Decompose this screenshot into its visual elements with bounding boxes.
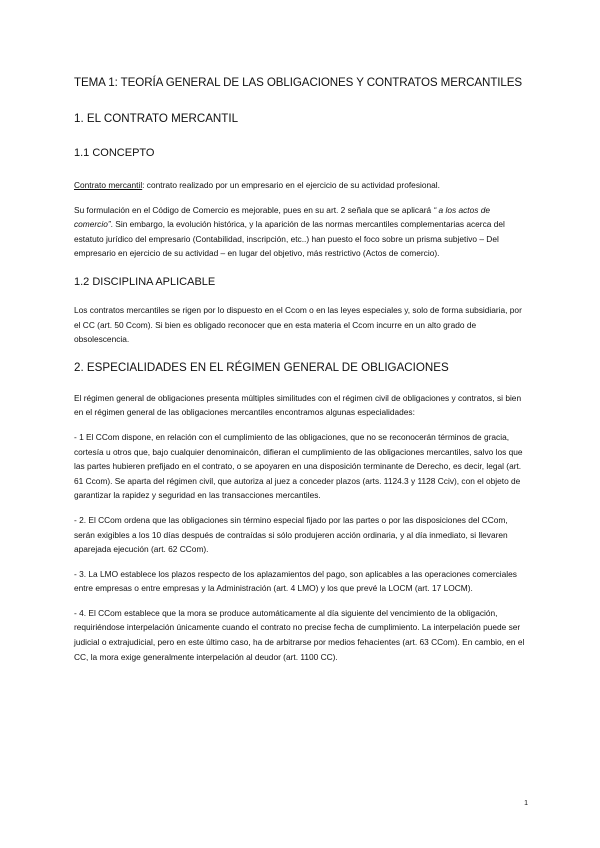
section-heading-especialidades: 2. ESPECIALIDADES EN EL RÉGIMEN GENERAL DE OBLIGACIONES bbox=[74, 360, 449, 374]
paragraph-especialidad-1: - 1 El CCom dispone, en relación con el cumplimiento de las obligaciones, que no se reconocerán términos de gracia, cortesía u otros que, bajo cualquier denominaicón, difieran el cumplimiento de las obligaciones mercantiles, salvo los que las partes hubieren prefijado en el contrato, o se apoyaren en una disposición terminante de Derecho, es decir, legal (art. 61 Ccom). Se aparta del régimen civil, que autoriza al juez a conceder plazos (arts. 1124.3 y 1128 Cciv), con el objeto de garantizar la rapidez y seguridad en las transacciones mercantiles. bbox=[74, 431, 523, 501]
paragraph-formulacion bbox=[74, 203, 526, 261]
paragraph-especialidad-4: - 4. El CCom establece que la mora se produce automáticamente al día siguiente del vencimiento de la obligación, requiriéndose interpelación únicamente cuando el contrato no precise fecha de cumplimiento. La interpelación puede ser judicial o extrajudicial, pero en este último caso, ha de arbitrarse por medios fehacientes (art. 63 CCom). En cambio, en el CC, la mora exige generalmente interpelación al deudor (art. 1100 CC). bbox=[74, 607, 525, 662]
page-number: 1 bbox=[524, 800, 528, 807]
subsection-heading-disciplina: 1.2 DISCIPLINA APLICABLE bbox=[74, 275, 216, 288]
paragraph-especialidad-2: - 2. El CCom ordena que las obligaciones sin término especial fijado por las partes o por las disposiciones del CCom, serán exigibles a los 10 días después de contraídas si sólo produjeren acción ordinaria, y al día inmediato, si llevaren aparejada ejecución (art. 62 CCom). bbox=[74, 514, 508, 555]
section-heading-contrato-mercantil: 1. EL CONTRATO MERCANTIL bbox=[74, 112, 239, 125]
formulacion-quote: “ a los actos de comercio” bbox=[74, 204, 491, 230]
definition-text: : contrato realizado por un empresario en el ejercicio de su actividad profesional. bbox=[142, 180, 440, 190]
subsection-heading-concepto: 1.1 CONCEPTO bbox=[74, 147, 155, 159]
term-contrato-mercantil: Contrato mercantil bbox=[74, 180, 143, 190]
paragraph-especialidad-3: - 3. La LMO establece los plazos respecto de los aplazamientos del pago, son aplicables a las operaciones comerciales entre empresas o entre empresas y la Administración (art. 4 LMO) y los que prevé la LOCM (art. 17 LOCM). bbox=[74, 568, 517, 594]
document-title: TEMA 1: TEORÍA GENERAL DE LAS OBLIGACIONES Y CONTRATOS MERCANTILES bbox=[74, 76, 523, 89]
paragraph-disciplina: Los contratos mercantiles se rigen por lo dispuesto en el Ccom o en las leyes especiales y, solo de forma subsidiaria, por el CC (art. 50 Ccom). Si bien es obligado reconocer que en esta materia el Ccom incurre en un alto grado de obsolescencia. bbox=[74, 304, 522, 345]
formulacion-text-b: . Sin embargo, la evolución histórica, y la aparición de las normas mercantiles complementarias acerca del estatuto jurídico del empresario (Contabilidad, inscripción, etc..) han puesto el foco sobre un prisma subjetivo – Del empresario en ejercicio de su actividad – en lugar del objetivo, más restrictivo (Actos de comercio). bbox=[74, 219, 505, 259]
paragraph-definition bbox=[74, 178, 526, 193]
paragraph-regimen-general: El régimen general de obligaciones presenta múltiples similitudes con el régimen civil de obligaciones y contratos, si bien en el régimen general de las obligaciones mercantiles encontramos algunas especialidades: bbox=[74, 392, 522, 418]
formulacion-text-a: Su formulación en el Código de Comercio es mejorable, pues en su art. 2 señala que se aplicará bbox=[74, 204, 434, 215]
